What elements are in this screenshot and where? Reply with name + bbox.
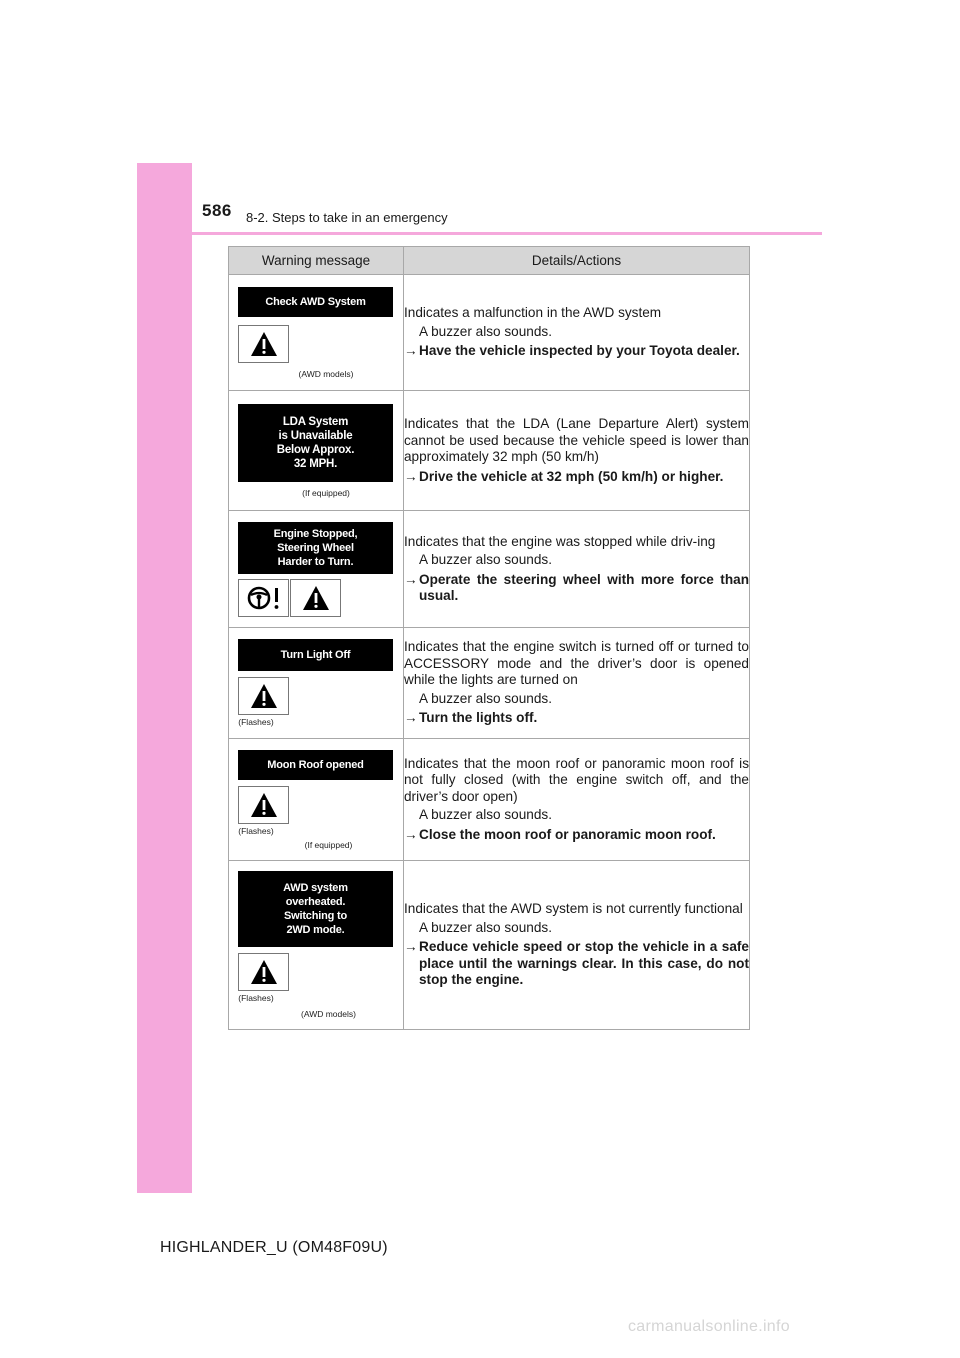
action-text: Drive the vehicle at 32 mph (50 km/h) or higher. [419, 468, 724, 484]
caption: (AWD models) [298, 368, 354, 379]
chapter-side-tab [137, 163, 192, 1193]
master-warning-icon [238, 325, 289, 363]
action-item [404, 469, 749, 486]
display-screen: Engine Stopped, Steering Wheel Harder to Turn. [238, 522, 393, 574]
warning-image-cell [229, 628, 404, 739]
sub-note: A buzzer also sounds. [419, 919, 552, 935]
caption: (If equipped) [302, 487, 350, 498]
table-row [229, 739, 750, 861]
master-warning-icon [238, 786, 289, 824]
display-screen: AWD system overheated. Switching to 2WD mode. [238, 871, 393, 947]
warning-triangle-icon [249, 958, 279, 986]
description: Indicates that the LDA (Lane Departure Alert) system cannot be used because the vehicle speed is lower than approximately 32 mph (50 km/h) [404, 416, 749, 464]
warning-triangle-icon [301, 584, 331, 612]
icon-row [238, 579, 403, 617]
footer-model-code: HIGHLANDER_U (OM48F09U) [160, 1239, 388, 1256]
description: Indicates that the moon roof or panoramic moon roof is not fully closed (with the engine switch off, and the driver’s door open) [404, 755, 749, 804]
steering-warning-icon [244, 583, 284, 613]
sub-note: A buzzer also sounds. [419, 552, 552, 567]
master-warning-icon [238, 953, 289, 991]
description: Indicates that the AWD system is not currently functional [404, 901, 743, 917]
action-item [404, 827, 749, 844]
action-text: Reduce vehicle speed or stop the vehicle in a safe place until the warnings clear. In this case, do not stop the engine. [419, 939, 749, 988]
details-cell [404, 739, 750, 861]
page-number: 586 [202, 201, 232, 220]
description: Indicates that the engine switch is turned off or turned to ACCESSORY mode and the driver’s door is opened while the lights are turned on [404, 639, 749, 688]
warning-message-table [228, 246, 750, 1030]
details-cell [404, 275, 750, 391]
arrow-icon: → [404, 826, 418, 842]
arrow-icon: → [404, 571, 418, 587]
warning-image-cell [229, 511, 404, 628]
warning-image-cell [229, 739, 404, 861]
warning-image-cell [229, 861, 404, 1030]
action-text: Close the moon roof or panoramic moon roof. [419, 826, 716, 842]
warning-image-cell [229, 275, 404, 391]
warning-triangle-icon [249, 791, 279, 819]
table-row [229, 275, 750, 391]
description: Indicates that the engine was stopped while driv-ing [404, 533, 716, 549]
caption: (Flashes) [238, 717, 274, 727]
action-text: Operate the steering wheel with more force than usual. [419, 571, 749, 603]
section-title: 8-2. Steps to take in an emergency [246, 210, 448, 225]
arrow-icon: → [404, 710, 418, 726]
table-row [229, 511, 750, 628]
action-item [404, 343, 749, 360]
caption: (Flashes) [238, 825, 274, 836]
caption: (If equipped) [304, 839, 353, 850]
display-screen: Check AWD System [238, 287, 393, 317]
action-item [404, 710, 749, 727]
caption: (Flashes) [238, 993, 274, 1003]
arrow-icon: → [404, 343, 418, 359]
caption: (AWD models) [301, 1009, 356, 1019]
details-cell [404, 391, 750, 511]
arrow-icon: → [404, 939, 418, 955]
master-warning-icon [238, 677, 289, 715]
action-item [404, 572, 749, 605]
sub-note: A buzzer also sounds. [419, 323, 552, 339]
sub-note: A buzzer also sounds. [419, 807, 552, 823]
col-header-details-actions: Details/Actions [404, 247, 750, 275]
description: Indicates a malfunction in the AWD system [404, 305, 662, 321]
details-cell [404, 861, 750, 1030]
table-row [229, 391, 750, 511]
watermark: carmanualsonline.info [628, 1318, 790, 1335]
table-header-row [229, 247, 750, 275]
display-screen: LDA System is Unavailable Below Approx. 32 MPH. [238, 404, 393, 482]
master-warning-icon [290, 579, 341, 617]
sub-note: A buzzer also sounds. [419, 690, 552, 706]
details-cell [404, 628, 750, 739]
warning-image-cell [229, 391, 404, 511]
header-rule [192, 232, 822, 235]
action-text: Turn the lights off. [419, 710, 538, 726]
table-row [229, 628, 750, 739]
action-item [404, 939, 749, 989]
action-text: Have the vehicle inspected by your Toyota dealer. [419, 343, 740, 359]
display-screen: Moon Roof opened [238, 750, 393, 780]
display-screen: Turn Light Off [238, 639, 393, 671]
details-cell [404, 511, 750, 628]
power-steering-warning-icon [238, 579, 289, 617]
warning-triangle-icon [249, 330, 279, 358]
table-row [229, 861, 750, 1030]
warning-triangle-icon [249, 682, 279, 710]
col-header-warning-message: Warning message [229, 247, 404, 275]
arrow-icon: → [404, 468, 418, 484]
